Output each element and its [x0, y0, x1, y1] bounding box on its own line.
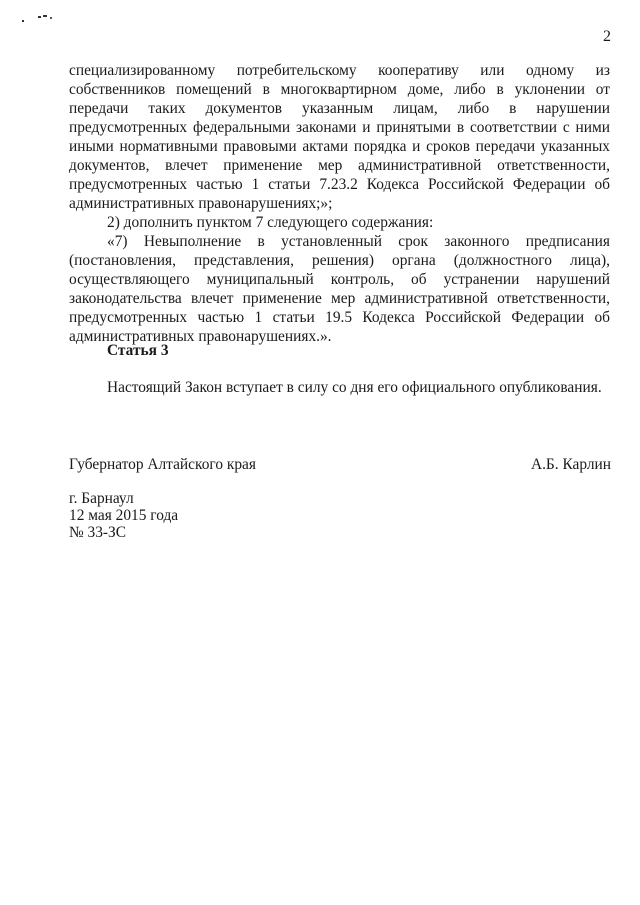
footer-law-number: № 33-ЗС — [69, 524, 127, 541]
footer-city: г. Барнаул — [69, 490, 134, 507]
paragraph-item-7-quote: «7) Невыполнение в установленный срок законного предписания (постановления, представления, решения) органа (должностного лица), осуществляющего муниципальный контроль, об устранении нарушений законодательства влечет применение мер административной ответственности, предусмотренных частью 1 статьи 19.5 Кодекса Российской Федерации об административных правонарушениях.». — [69, 233, 610, 345]
article-3-title: Статья 3 — [107, 342, 169, 359]
paragraph-continuation: специализированному потребительскому кооперативу или одному из собственников помещений в многоквартирном доме, либо в уклонении от передачи таких документов указанным лицам, либо в нарушении предусмотренных федеральными законами и принятыми в соответствии с ними иными нормативными правовыми актами порядка и сроков передачи указанных документов, влечет применение мер административной ответственности, предусмотренных частью 1 статьи 7.23.2 Кодекса Российской Федерации об административных правонарушениях;»; — [69, 62, 610, 212]
signatory-name: А.Б. Карлин — [530, 456, 611, 473]
body-text — [69, 61, 610, 346]
document-footer — [69, 490, 178, 541]
footer-date: 12 мая 2015 года — [69, 507, 179, 524]
paragraph-item-2: 2) дополнить пунктом 7 следующего содержания: — [107, 214, 434, 231]
article-3-text: Настоящий Закон вступает в силу со дня его официального опубликования. — [107, 379, 602, 396]
page-number: 2 — [603, 28, 611, 45]
signature-row — [69, 455, 611, 474]
scan-artifact-marks — [20, 12, 60, 24]
signatory-position: Губернатор Алтайского края — [69, 456, 256, 473]
